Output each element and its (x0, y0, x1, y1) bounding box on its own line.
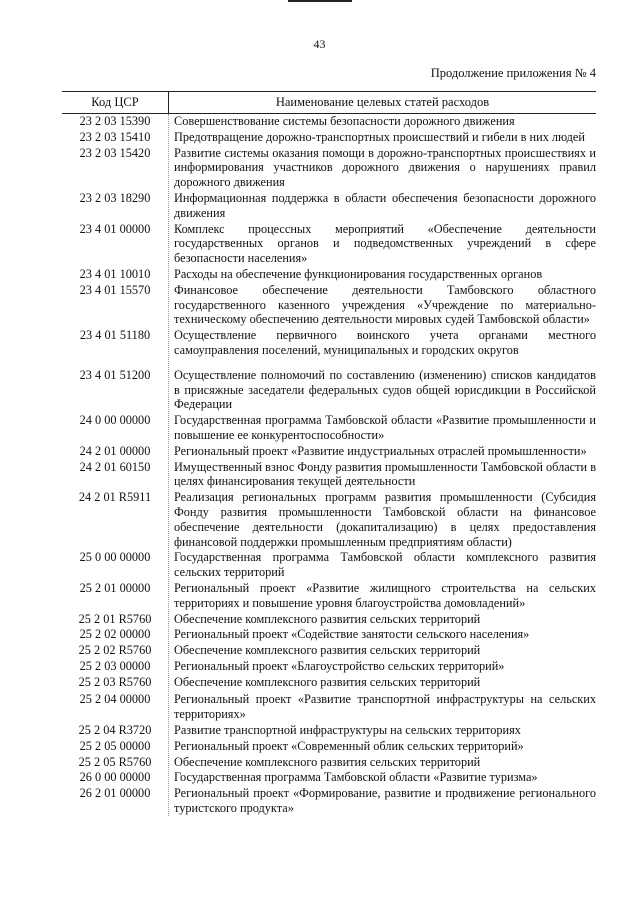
row-code: 23 2 03 15420 (79, 145, 151, 160)
table-row (62, 627, 596, 642)
table-row (62, 146, 596, 190)
row-code: 23 4 01 51200 (79, 367, 151, 382)
table-row (62, 643, 596, 658)
row-name: Совершенствование системы безопасности дорожного движения (174, 114, 515, 128)
row-name: Имущественный взнос Фонду развития промышленности Тамбовской области в целях финансирования текущей деятельности (174, 459, 596, 489)
row-name: Региональный проект «Развитие жилищного строительства на сельских территориях и повышение уровня благоустройства домовладений» (174, 580, 596, 610)
row-name: Обеспечение комплексного развития сельских территорий (174, 643, 481, 658)
row-code: 24 0 00 00000 (79, 413, 151, 428)
table-row (62, 444, 596, 459)
row-code: 25 2 05 R5760 (78, 754, 152, 769)
table-row (62, 659, 596, 674)
row-code: 25 2 01 R5760 (78, 611, 152, 626)
top-edge-mark (288, 0, 352, 2)
table-row (62, 460, 596, 490)
table-row (62, 786, 596, 816)
table-row (62, 267, 596, 282)
row-name: Обеспечение комплексного развития сельских территорий (174, 754, 481, 769)
table-body (62, 114, 596, 816)
table-row (62, 130, 596, 145)
row-code: 25 2 04 R3720 (78, 723, 152, 738)
table-header (62, 91, 596, 114)
row-name: Осуществление полномочий по составлению (изменению) списков кандидатов в присяжные заседатели федеральных судов общей юрисдикции в Российской Федерации (174, 367, 596, 412)
table-row (62, 490, 596, 549)
row-code: 26 0 00 00000 (79, 770, 151, 785)
table-row (62, 692, 596, 722)
table-row (62, 413, 596, 443)
row-name: Региональный проект «Развитие транспортной инфраструктуры на сельских территориях» (174, 692, 596, 722)
row-code: 23 2 03 18290 (79, 190, 151, 205)
table-row (62, 770, 596, 785)
table-row (62, 675, 596, 690)
expenditure-table (62, 91, 596, 816)
table-row (62, 755, 596, 770)
row-name: Региональный проект «Содействие занятости сельского населения» (174, 627, 530, 642)
row-name: Государственная программа Тамбовской области «Развитие туризма» (174, 770, 538, 785)
row-code: 24 2 01 R5911 (78, 490, 152, 505)
row-name: Осуществление первичного воинского учета органами местного самоуправления поселений, муниципальных и городских округов (174, 328, 596, 357)
row-name: Региональный проект «Современный облик сельских территорий» (174, 738, 524, 753)
row-code: 23 4 01 10010 (79, 266, 151, 281)
row-name: Информационная поддержка в области обеспечения безопасности дорожного движения (174, 190, 596, 220)
row-name: Развитие транспортной инфраструктуры на сельских территориях (174, 723, 521, 738)
row-name: Обеспечение комплексного развития сельских территорий (174, 674, 481, 689)
row-code: 25 2 02 00000 (79, 627, 151, 642)
page-number: 43 (313, 37, 326, 51)
table-row (62, 328, 596, 358)
row-name: Региональный проект «Благоустройство сельских территорий» (174, 658, 505, 673)
row-code: 25 2 02 R5760 (78, 643, 152, 658)
row-code: 25 2 03 R5760 (78, 674, 152, 689)
table-row (62, 723, 596, 738)
row-name: Региональный проект «Развитие индустриальных отраслей промышленности» (174, 443, 587, 458)
table-row (62, 581, 596, 611)
header-code: Код ЦСР (62, 92, 169, 113)
row-name: Государственная программа Тамбовской области комплексного развития сельских территорий (174, 550, 596, 580)
row-code: 23 4 01 51180 (79, 328, 151, 343)
row-name: Региональный проект «Формирование, развитие и продвижение регионального туристского продукта» (174, 786, 596, 816)
table-row (62, 191, 596, 221)
table-row (62, 222, 596, 266)
row-name: Финансовое обеспечение деятельности Тамбовского областного государственного казенного учреждения «Учреждение по материально-техническому обеспечению деятельности мировых судей Тамбовской области» (174, 282, 596, 327)
row-code: 25 2 04 00000 (79, 692, 151, 707)
row-code: 26 2 01 00000 (79, 786, 151, 801)
row-name: Предотвращение дорожно-транспортных происшествий и гибели в них людей (174, 129, 585, 144)
table-row (62, 368, 596, 412)
table-row (62, 550, 596, 580)
row-name: Развитие системы оказания помощи в дорожно-транспортных происшествиях и информирования участников дорожного движения о нарушениях правил дорожного движения (174, 145, 596, 190)
row-name: Обеспечение комплексного развития сельских территорий (174, 611, 481, 626)
row-code: 25 2 05 00000 (79, 738, 151, 753)
row-code: 24 2 01 60150 (79, 459, 151, 474)
table-row (62, 612, 596, 627)
header-name: Наименование целевых статей расходов (275, 95, 490, 109)
row-name: Расходы на обеспечение функционирования государственных органов (174, 266, 543, 281)
row-code: 25 2 01 00000 (79, 580, 151, 595)
table-row (62, 114, 596, 129)
row-code: 23 4 01 15570 (79, 282, 151, 297)
row-code: 23 2 03 15410 (79, 129, 151, 144)
row-name: Государственная программа Тамбовской области «Развитие промышленности и повышение ее конкурентоспособности» (174, 413, 596, 442)
table-row (62, 739, 596, 754)
table-row (62, 283, 596, 327)
row-code: 24 2 01 00000 (79, 443, 151, 458)
row-code: 23 2 03 15390 (79, 114, 151, 128)
row-name: Реализация региональных программ развития промышленности (Субсидия Фонду развития промышленности Тамбовской области на финансовое обеспечение деятельности (докапитализацию) в целях предоставления финансовой поддержки промышленным предприятиям области) (174, 490, 596, 549)
continuation-note: Продолжение приложения № 4 (430, 66, 596, 80)
row-code: 25 0 00 00000 (79, 550, 151, 565)
row-code: 23 4 01 00000 (79, 221, 151, 236)
row-name: Комплекс процессных мероприятий «Обеспечение деятельности государственных органов и подведомственных учреждений в сфере безопасности населения» (174, 221, 596, 266)
row-code: 25 2 03 00000 (79, 658, 151, 673)
